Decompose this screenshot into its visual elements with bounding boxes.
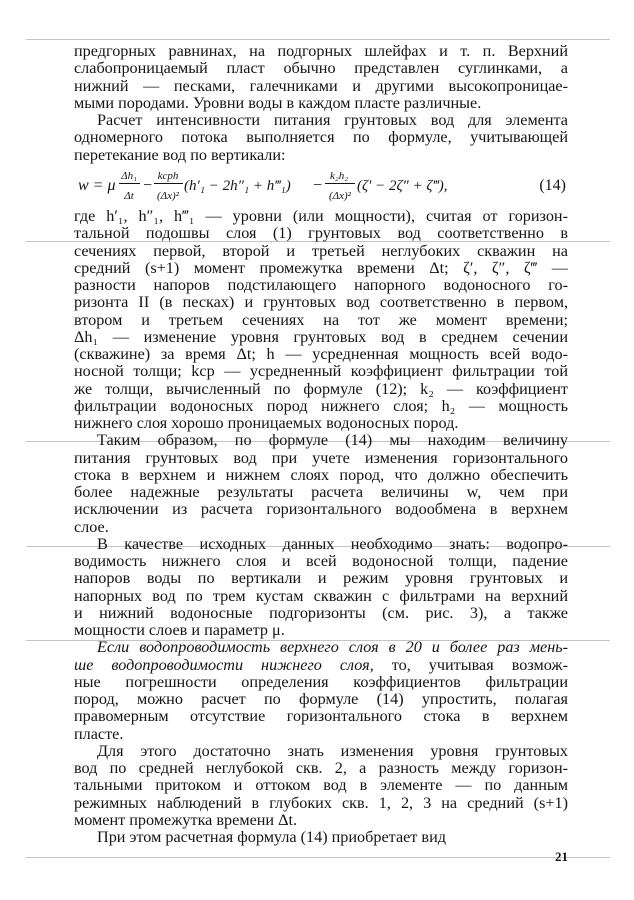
text-line: где h′₁, h″₁, h‴₁ — уровни (или мощности), считая от горизон- xyxy=(74,207,568,225)
text-line: Если водопроводимость верхнего слоя в 20 и более раз мень- xyxy=(97,638,568,657)
text-line: Расчет интенсивности питания грунтовых вод для элемента xyxy=(97,111,568,129)
text-line: и нижний водоносные подгоризонты (см. рис. 3), а также xyxy=(74,603,568,622)
text-line: исключении из расчета горизонтального водообмена в верхнем xyxy=(74,500,568,519)
text-fragment: то, учитывая возмож- xyxy=(373,655,568,674)
text-line: слабопроницаемый пласт обычно представлен суглинками, а xyxy=(74,59,568,78)
text-line: Δh₁ — изменение уровня грунтовых вод в среднем сечении xyxy=(74,327,568,346)
text-line: режимных наблюдений в глубоких скв. 1, 2, 3 на средний (s+1) xyxy=(74,793,568,812)
text-line: стока в верхнем и нижнем слоях пород, что должно обеспечить xyxy=(74,465,568,484)
opening-text xyxy=(74,43,568,164)
text-line: носной толщи; kср — усредненный коэффициент фильтрации той xyxy=(74,362,568,381)
body-text xyxy=(74,208,568,846)
formula-numerator: kсрh xyxy=(157,170,179,182)
text-line: втором и третьем сечениях на тот же момент времени; xyxy=(74,310,568,329)
text-line: перетекание вод по вертикали: xyxy=(74,145,286,164)
text-line: питания грунтовых вод при учете изменения горизонтального xyxy=(74,448,568,467)
formula-denominator: Δt xyxy=(124,190,134,202)
text-line: предгорных равнинах, на подгорных шлейфах и т. п. Верхний xyxy=(74,42,568,60)
formula-term: (ζ′ − 2ζ″ + ζ‴), xyxy=(357,178,448,194)
formula-numerator: k₂h₂ xyxy=(329,170,349,182)
formula-numerator: Δh₁ xyxy=(121,170,137,182)
formula-operator: − xyxy=(313,177,323,194)
text-line: средний (s+1) момент промежутка времени Δt; ζ′, ζ″, ζ‴ — xyxy=(74,258,568,277)
italic-phrase: ше водопроводимости нижнего слоя, xyxy=(74,655,374,674)
text-line: водимость нижнего слоя и всей водоносной толщи, падение xyxy=(74,552,568,570)
horizontal-rule xyxy=(26,857,610,858)
horizontal-rule xyxy=(26,39,610,40)
text-line: В качестве исходных данных необходимо знать: водопро- xyxy=(97,534,568,553)
text-line: пород, можно расчет по формуле (14) упростить, полагая xyxy=(74,690,568,708)
text-line xyxy=(74,657,568,674)
text-line: же толщи, вычисленный по формуле (12); k₂ — коэффициент xyxy=(74,379,568,398)
text-line: Таким образом, по формуле (14) мы находим величину xyxy=(97,431,568,450)
text-line: пласте. xyxy=(74,724,124,743)
text-line: (скважине) за время Δt; h — усредненная мощность всей водо- xyxy=(74,345,568,363)
text-line: фильтрации водоносных пород нижнего слоя; h₂ — мощность xyxy=(74,396,568,415)
text-line: сечениях первой, второй и третьей неглубоких скважин на xyxy=(74,241,568,260)
text-line: тальными притоком и оттоком вод в элементе — по данным xyxy=(74,776,568,795)
formula-denominator: (Δx)² xyxy=(329,190,351,202)
text-line: правомерным отсутствие горизонтального стока в верхнем xyxy=(74,707,568,726)
text-line: Для этого достаточно знать изменения уровня грунтовых xyxy=(97,741,568,760)
formula-lhs: w = μ xyxy=(78,177,116,194)
page-number: 21 xyxy=(555,849,568,864)
text-line: ные погрешности определения коэффициентов фильтрации xyxy=(74,672,568,691)
formula-denominator: (Δx)² xyxy=(157,190,179,202)
text-line: напорных вод по трем кустам скважин с фильтрами на верхний xyxy=(74,586,568,605)
text-line: более надежные результаты расчета величины w, чем при xyxy=(74,483,568,501)
text-line: мощности слоев и параметр μ. xyxy=(74,621,285,639)
text-line: мыми породами. Уровни воды в каждом пласте различные. xyxy=(74,93,482,112)
text-line: нижний — песками, галечниками и другими высокопроницае- xyxy=(74,76,568,95)
text-line: При этом расчетная формула (14) приобретает вид xyxy=(97,828,446,846)
formula-operator: − xyxy=(143,177,153,194)
text-line: слое. xyxy=(74,517,109,536)
text-line: тальной подошвы слоя (1) грунтовых вод соответственно в xyxy=(74,224,568,243)
equation-number: (14) xyxy=(539,177,566,194)
text-line: одномерного потока выполняется по формуле, учитывающей xyxy=(74,128,568,147)
formula-14 xyxy=(74,166,568,206)
text-line: вод по средней неглубокой скв. 2, а разность между горизон- xyxy=(74,759,568,777)
text-line: ризонта II (в песках) и грунтовых вод соответственно в первом, xyxy=(74,293,568,312)
text-line: момент промежутка времени Δt. xyxy=(74,810,298,829)
text-line: нижнего слоя хорошо проницаемых водоносных пород. xyxy=(74,414,459,432)
formula-term: (h′₁ − 2h″₁ + h‴₁) xyxy=(184,178,291,194)
text-line: напоров воды по вертикали и режим уровня грунтовых и xyxy=(74,569,568,588)
text-line: разности напоров подстилающего напорного водоносного го- xyxy=(74,276,568,294)
